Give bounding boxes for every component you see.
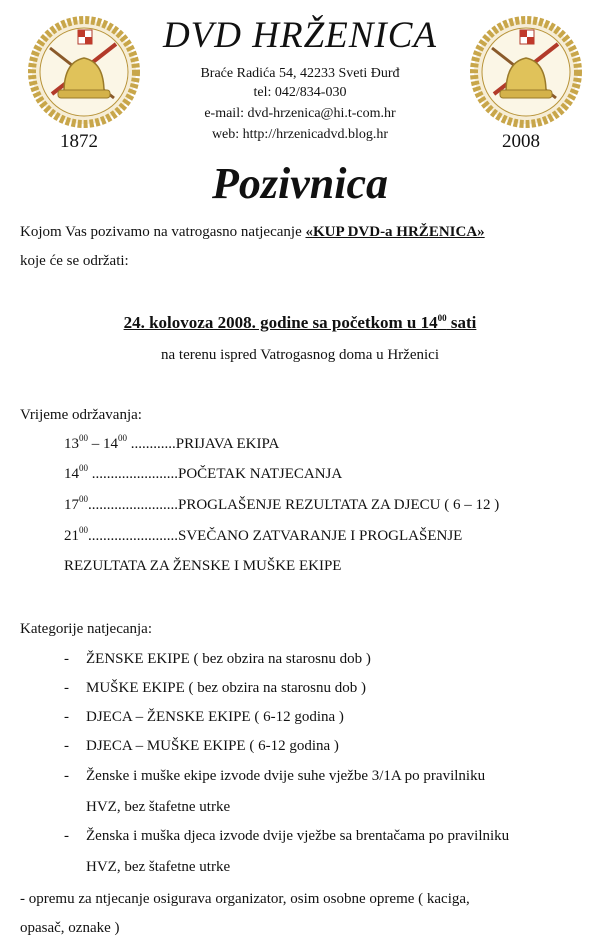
event-date-text: 24. kolovoza 2008. godine sa početkom u $14^{00}$ sati (123, 313, 477, 332)
schedule-continuation: REZULTATA ZA ŽENSKE I MUŠKE EKIPE (64, 558, 342, 574)
category-item: DJECA – ŽENSKE EKIPE ( 6-12 godina ) (86, 709, 344, 725)
categories-label: Kategorije natjecanja: (20, 621, 153, 637)
schedule-item (64, 495, 499, 515)
category-item: Ženska i muška djeca izvode dvije vježbe sa brentačama po pravilniku (86, 828, 510, 844)
bullet-dash: - (64, 738, 69, 754)
bullet-dash: - (64, 828, 69, 844)
schedule-time: $17^{00}$ (64, 494, 88, 513)
schedule-item (64, 434, 279, 454)
event-name: «KUP DVD-a HRŽENICA» (305, 224, 485, 240)
bullet-dash: - (64, 651, 69, 667)
bullet-dash: - (64, 680, 69, 696)
category-item: MUŠKE EKIPE ( bez obzira na starosnu dob ) (86, 680, 366, 696)
schedule-time: $21^{00}$ (64, 525, 88, 544)
schedule-time: $14^{00}$ (64, 463, 88, 482)
bullet-dash: - (64, 768, 69, 784)
year-current: 2008 (502, 131, 540, 152)
equipment-note-line1: - opremu za ntjecanje osigurava organizator, osim osobne opreme ( kaciga, (20, 891, 470, 907)
schedule-activity: PRIJAVA EKIPA (175, 436, 280, 452)
event-location: na terenu ispred Vatrogasnog doma u Hrženici (161, 347, 439, 363)
email-link[interactable]: e-mail: dvd-hrzenica@hi.t-com.hr (204, 106, 396, 121)
category-item-continuation: HVZ, bez štafetne utrke (86, 799, 231, 815)
category-item: Ženske i muške ekipe izvode dvije suhe vježbe 3/1A po pravilniku (86, 768, 486, 784)
fire-brigade-emblem-right (470, 14, 582, 134)
event-date (0, 312, 600, 334)
web-link[interactable]: web: http://hrzenicadvd.blog.hr (211, 127, 389, 142)
helmet-wreath-icon (28, 14, 140, 134)
bullet-dash: - (64, 709, 69, 725)
fire-brigade-emblem-left (28, 14, 140, 134)
schedule-activity: SVEČANO ZATVARANJE I PROGLAŠENJE (178, 528, 463, 544)
schedule-dots: ....................... (88, 466, 178, 482)
category-item: ŽENSKE EKIPE ( bez obzira na starosnu dob ) (86, 651, 371, 667)
schedule-item (64, 526, 462, 546)
organization-name: DVD HRŽENICA (162, 15, 438, 56)
helmet-wreath-icon (470, 14, 582, 134)
category-item-continuation: HVZ, bez štafetne utrke (86, 859, 231, 875)
schedule-item (64, 464, 342, 484)
schedule-dots: ............ (127, 436, 176, 452)
intro-line (20, 222, 485, 242)
phone: tel: 042/834-030 (253, 85, 347, 100)
year-founded: 1872 (60, 131, 98, 152)
schedule-label: Vrijeme održavanja: (20, 407, 142, 423)
schedule-dots: ........................ (88, 497, 178, 513)
schedule-activity: PROGLAŠENJE REZULTATA ZA DJECU ( 6 – 12 ) (178, 497, 500, 513)
equipment-note-line2: opasač, oznake ) (20, 920, 120, 936)
address: Braće Radića 54, 42233 Sveti Đurđ (200, 66, 400, 81)
intro-prefix: Kojom Vas pozivamo na vatrogasno natjecanje (20, 224, 306, 240)
schedule-activity: POČETAK NATJECANJA (178, 466, 343, 482)
schedule-dots: ........................ (88, 528, 178, 544)
category-item: DJECA – MUŠKE EKIPE ( 6-12 godina ) (86, 738, 339, 754)
schedule-time: $13^{00} - 14^{00}$ (64, 433, 127, 452)
page-title: Pozivnica (212, 159, 388, 208)
intro-line-2: koje će se održati: (20, 253, 129, 269)
